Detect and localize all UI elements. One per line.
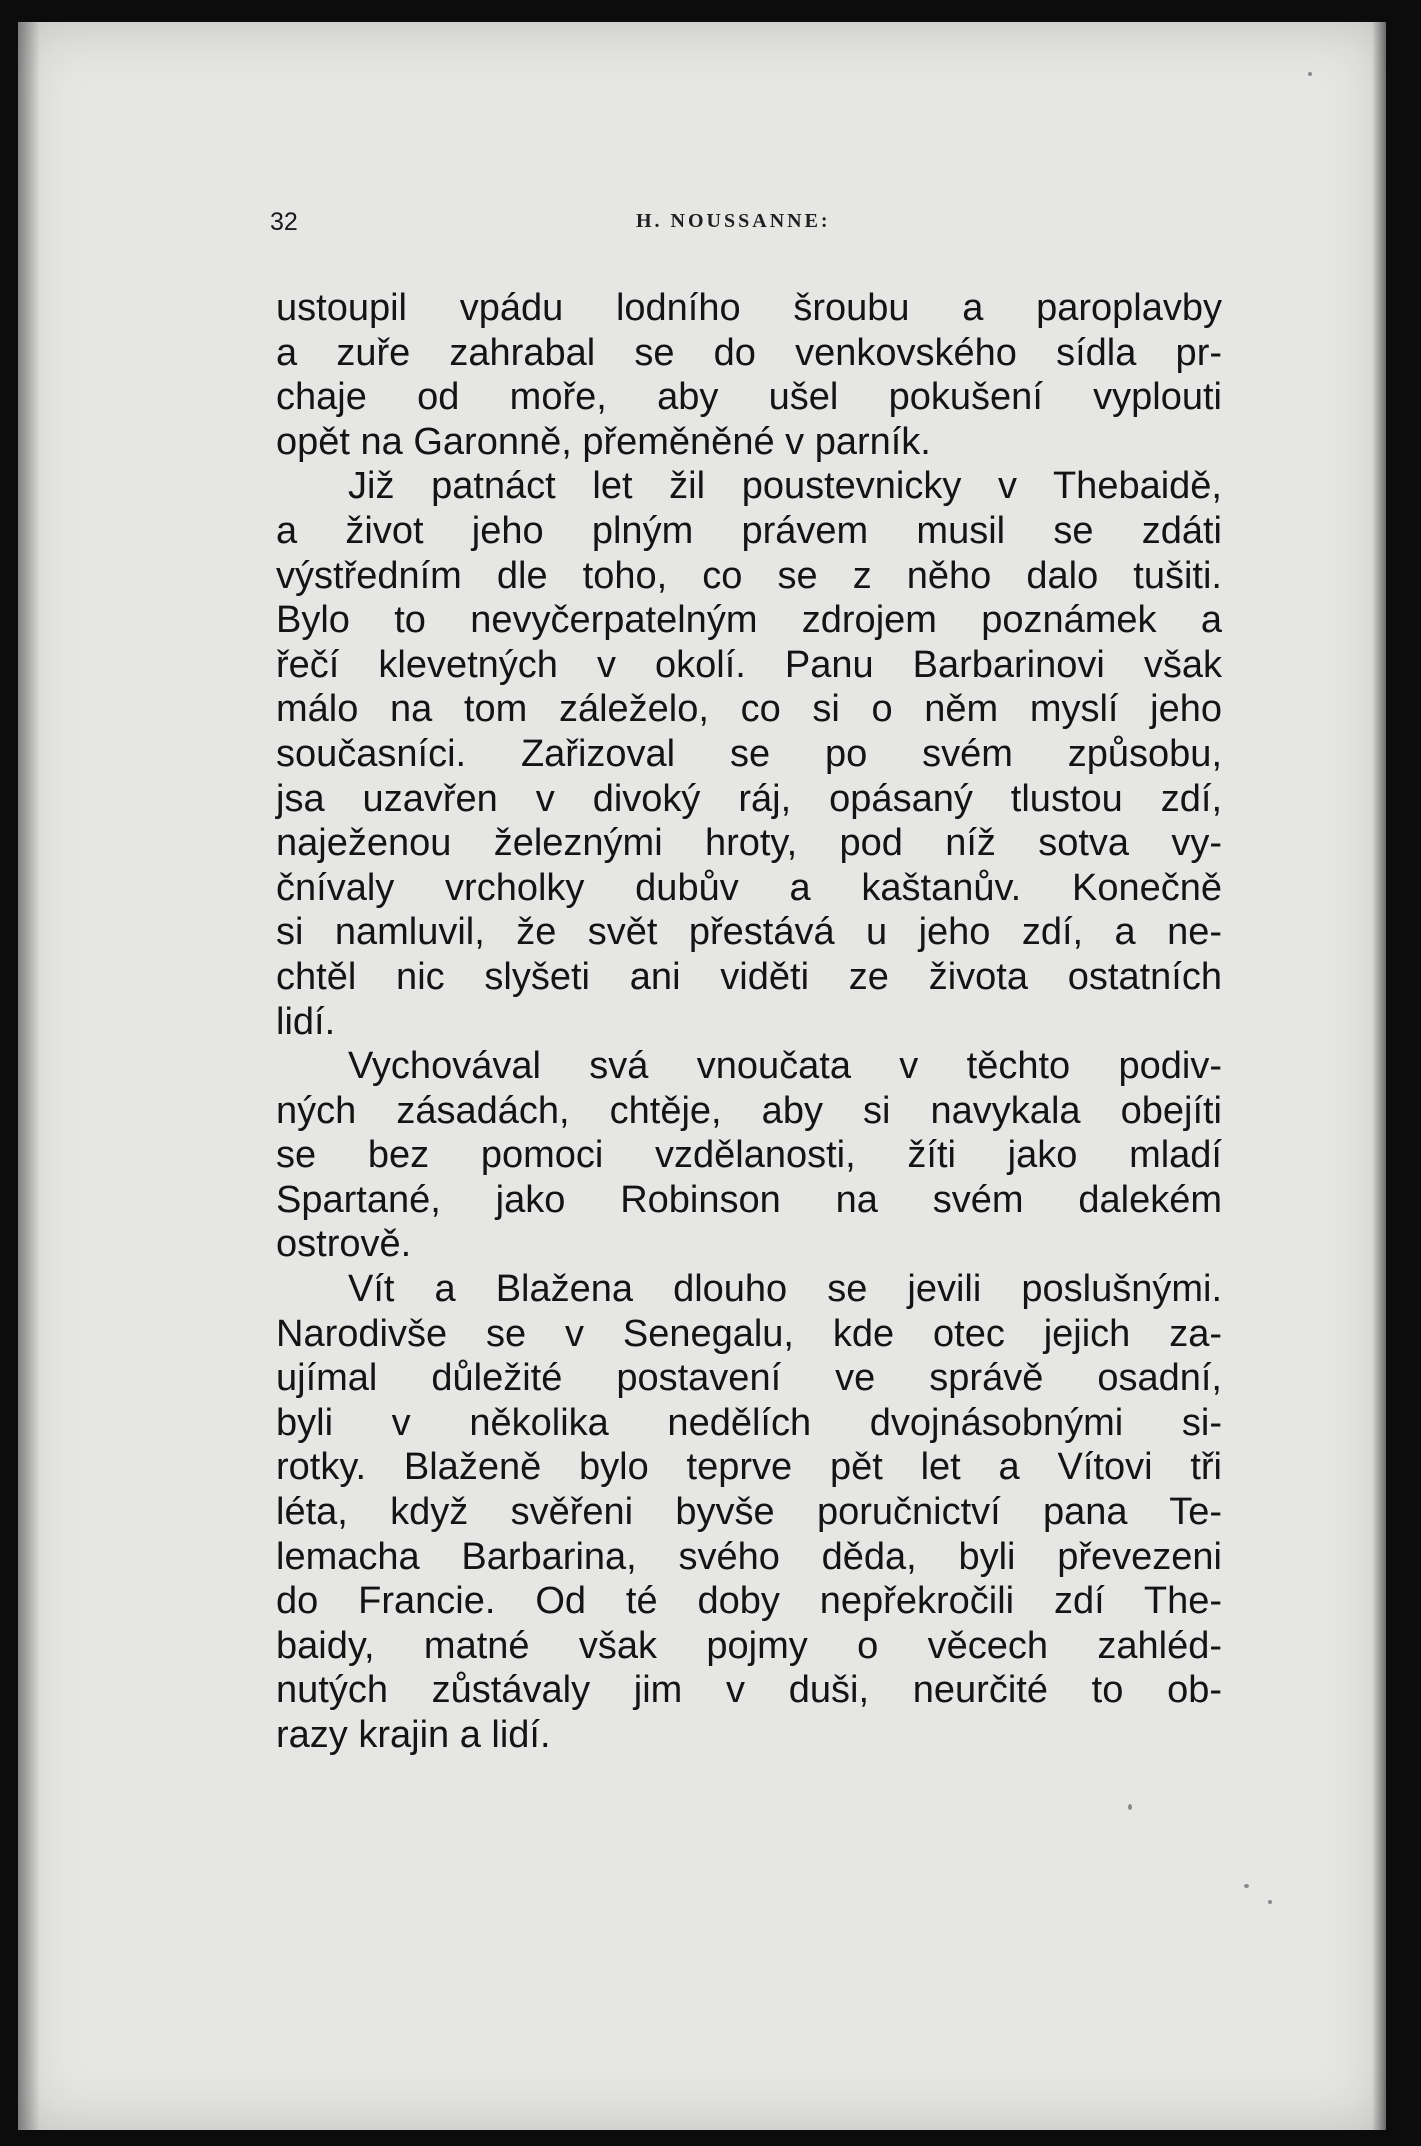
text-line: výstředním dle toho, co se z něho dalo tušiti. bbox=[276, 554, 1222, 597]
text-line: ujímal důležité postavení ve správě osadní, bbox=[276, 1357, 1222, 1400]
text-line: málo na tom záleželo, co si o něm myslí jeho bbox=[276, 688, 1222, 731]
paragraph bbox=[276, 464, 1222, 1044]
body-text bbox=[276, 286, 1222, 1766]
text-line: jsa uzavřen v divoký ráj, opásaný tlustou zdí, bbox=[276, 777, 1222, 820]
text-line: se bez pomoci vzdělanosti, žíti jako mladí bbox=[276, 1134, 1222, 1177]
paragraph bbox=[276, 1044, 1222, 1267]
text-line: Narodivše se v Senegalu, kde otec jejich za- bbox=[276, 1312, 1222, 1355]
text-line: léta, když svěřeni byvše poručnictví pana Te- bbox=[276, 1491, 1222, 1534]
text-line: ustoupil vpádu lodního šroubu a paroplavby bbox=[276, 287, 1222, 329]
page-number: 32 bbox=[270, 208, 298, 236]
text-line: byli v několika nedělích dvojnásobnými si- bbox=[276, 1401, 1222, 1444]
paragraph bbox=[276, 1267, 1222, 1758]
text-line: řečí klevetných v okolí. Panu Barbarinovi však bbox=[276, 643, 1222, 686]
text-line: čnívaly vrcholky dubův a kaštanův. Konečně bbox=[276, 866, 1222, 909]
dust-speck bbox=[1268, 1900, 1272, 1904]
text-line: ostrově. bbox=[276, 1223, 412, 1266]
text-line: současníci. Zařizoval se po svém způsobu, bbox=[276, 732, 1222, 775]
text-line: Vít a Blažena dlouho se jevili poslušnými. bbox=[348, 1268, 1222, 1311]
paragraph bbox=[276, 286, 1222, 464]
dust-speck bbox=[1128, 1804, 1132, 1810]
text-line: ných zásadách, chtěje, aby si navykala obejíti bbox=[276, 1089, 1222, 1132]
dust-speck bbox=[1244, 1884, 1249, 1888]
text-line: a zuře zahrabal se do venkovského sídla pr- bbox=[276, 331, 1222, 374]
text-line: a život jeho plným právem musil se zdáti bbox=[276, 509, 1222, 552]
text-line: lidí. bbox=[276, 1000, 336, 1043]
text-line: Již patnáct let žil poustevnicky v Thebaidě, bbox=[348, 465, 1222, 508]
text-line: Vychovával svá vnoučata v těchto podiv- bbox=[348, 1045, 1222, 1088]
text-line: razy krajin a lidí. bbox=[276, 1714, 551, 1756]
text-line: chaje od moře, aby ušel pokušení vyplouti bbox=[276, 376, 1222, 419]
dust-speck bbox=[1308, 72, 1312, 76]
text-line: naježenou železnými hroty, pod níž sotva vy- bbox=[276, 822, 1222, 865]
binding-shadow bbox=[18, 22, 40, 2130]
running-header bbox=[256, 206, 1218, 242]
text-line: nutých zůstávaly jim v duši, neurčité to ob- bbox=[276, 1669, 1222, 1712]
text-line: si namluvil, že svět přestává u jeho zdí, a ne- bbox=[276, 911, 1222, 954]
text-line: opět na Garonně, přeměněné v parník. bbox=[276, 420, 931, 463]
text-line: lemacha Barbarina, svého děda, byli převezeni bbox=[276, 1535, 1222, 1578]
text-line: chtěl nic slyšeti ani viděti ze života ostatních bbox=[276, 955, 1222, 998]
page-edge-shadow bbox=[1372, 22, 1386, 2130]
text-line: Bylo to nevyčerpatelným zdrojem poznámek a bbox=[276, 599, 1222, 642]
text-line: rotky. Blaženě bylo teprve pět let a Vítovi tři bbox=[276, 1446, 1222, 1489]
text-line: baidy, matné však pojmy o věcech zahléd- bbox=[276, 1624, 1222, 1667]
text-line: do Francie. Od té doby nepřekročili zdí The- bbox=[276, 1580, 1222, 1623]
header-author: H. NOUSSANNE: bbox=[636, 210, 831, 232]
text-line: Spartané, jako Robinson na svém dalekém bbox=[276, 1178, 1222, 1221]
